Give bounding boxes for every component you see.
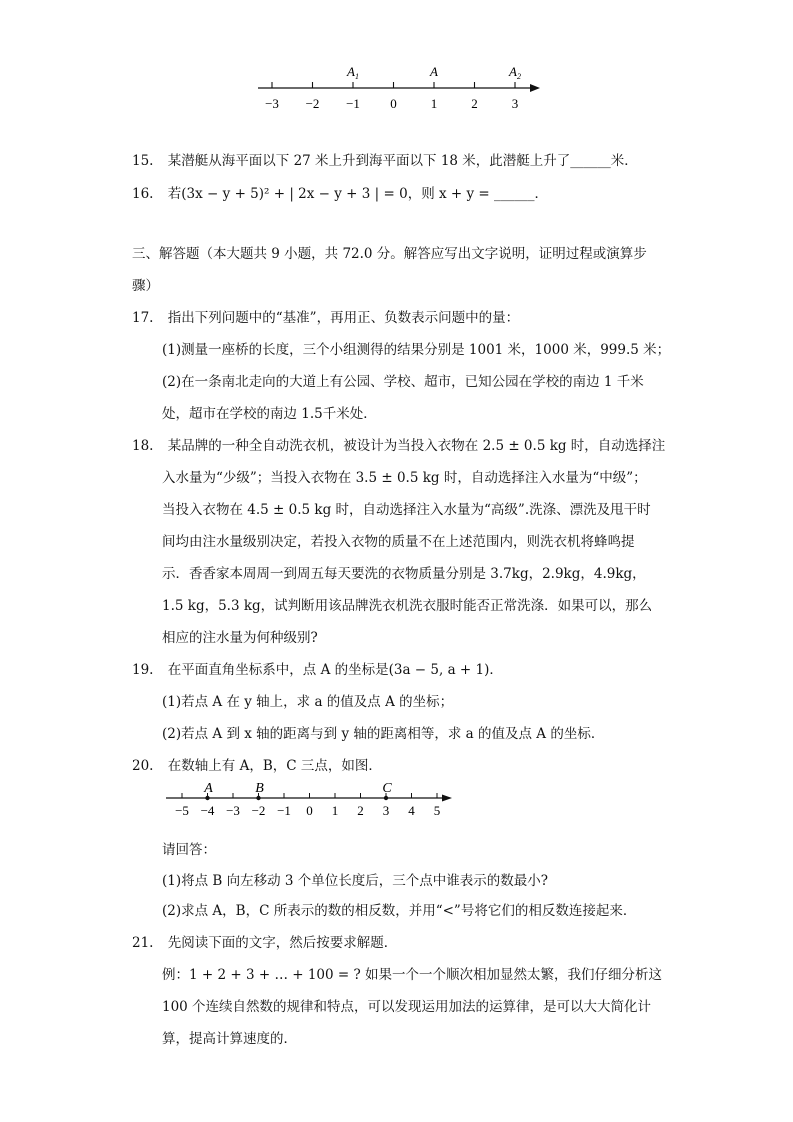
tick-label: 3 [511,96,519,111]
question-15 [132,152,638,170]
question-20 [132,757,382,775]
q18-line-7: 相应的注水量为何种级别? [162,630,318,646]
question-17 [132,309,519,327]
q17-part-1: (1)测量一座桥的长度，三个小组测得的结果分别是 1001 米，1000 米，999.5 米； [162,342,671,358]
q19-part-2: (2)若点 A 到 x 轴的距离与到 y 轴的距离相等，求 a 的值及点 A 的坐标． [162,726,605,742]
question-stem: 在平面直角坐标系中，点 A 的坐标是(3a − 5, a + 1)． [167,662,503,678]
q19-part-1: (1)若点 A 在 y 轴上，求 a 的值及点 A 的坐标； [162,694,454,710]
tick-label: 1 [331,803,339,818]
number-line-2 [162,776,462,826]
question-text: 若(3x − y + 5)² + | 2x − y + 3 | = 0，则 x + y = ______． [167,186,549,202]
q18-line-2: 入水量为“少级”；当投入衣物在 3.5 ± 0.5 kg 时，自动选择注入水量为“中级”； [162,470,647,486]
q20-part-1: (1)将点 B 向左移动 3 个单位长度后，三个点中谁表示的数最小? [162,873,549,889]
tick-label: 0 [306,803,313,818]
tick-label: −3 [265,96,279,111]
q18-line-6: 1.5 kg，5.3 kg，试判断用该品牌洗衣机洗衣服时能否正常洗涤．如果可以，那么 [162,598,653,614]
question-stem: 先阅读下面的文字，然后按要求解题． [167,935,398,951]
q20-part-2: (2)求点 A，B，C 所表示的数的相反数，并用“<”号将它们的相反数连接起来． [162,903,637,919]
question-number: 18. [132,438,154,454]
tick-label: −5 [175,803,189,818]
question-text: 某潜艇从海平面以下 27 米上升到海平面以下 18 米，此潜艇上升了______米． [167,153,638,169]
question-number: 17. [132,310,154,326]
q18-line-4: 间均由注水量级别决定，若投入衣物的质量不在上述范围内，则洗衣机将蜂鸣提 [162,534,635,550]
point-label: B [255,781,264,796]
point-label: A [204,781,213,796]
tick-label: 2 [357,803,364,818]
q18-line-5: 示．香香家本周周一到周五每天要洗的衣物质量分别是 3.7kg，2.9kg，4.9kg， [162,566,646,582]
tick-label: −1 [346,96,360,111]
question-number: 19. [132,662,154,678]
tick-label: −1 [277,803,291,818]
tick-label: −3 [226,803,240,818]
q20-ask: 请回答： [162,842,216,858]
tick-label: 5 [433,803,441,818]
point-subscript: 2 [516,72,521,81]
q21-line-3: 算，提高计算速度的． [162,1031,297,1047]
question-number: 16. [132,186,154,202]
number-line-1 [250,58,550,116]
question-number: 21. [132,935,154,951]
question-stem: 在数轴上有 A，B，C 三点，如图． [167,758,382,774]
point-label: $A_2$ [509,64,521,81]
section-heading-cont: 骤） [132,278,159,294]
tick-label: −2 [305,96,320,111]
q21-line-2: 100 个连续自然数的规律和特点，可以发现运用加法的运算律，是可以大大简化计 [162,999,652,1015]
tick-label: 0 [390,96,397,111]
point-marker [384,796,388,800]
tick-label: −4 [200,803,215,818]
point-marker [256,796,260,800]
q21-line-1: 例：1 + 2 + 3 + … + 100 = ? 如果一个一个顺次相加显然太繁，我们仔细分析这 [162,967,663,983]
section-heading: 三、解答题（本大题共 9 小题，共 72.0 分。解答应写出文字说明，证明过程或演算步 [132,246,647,262]
point-marker [205,796,209,800]
question-stem: 指出下列问题中的“基准”，再用正、负数表示问题中的量： [167,310,520,326]
tick-label: 4 [408,803,415,818]
question-18 [132,437,665,455]
q17-part-2-cont: 处，超市在学校的南边 1.5千米处． [162,406,377,422]
tick-label: −2 [251,803,266,818]
q18-line-3: 当投入衣物在 4.5 ± 0.5 kg 时，自动选择注入水量为“高级”.洗涤、漂洗及甩干时 [162,502,651,518]
point-label: C [382,781,392,796]
question-number: 20. [132,758,154,774]
point-label: A [430,64,438,79]
question-19 [132,661,503,679]
tick-label: 2 [471,96,478,111]
tick-label: 1 [430,96,438,111]
point-label: $A_1$ [347,64,359,81]
question-number: 15. [132,153,154,169]
question-21 [132,934,397,952]
q17-part-2: (2)在一条南北走向的大道上有公园、学校、超市，已知公园在学校的南边 1 千米 [162,374,644,390]
point-subscript: 1 [354,72,359,81]
question-line: 某品牌的一种全自动洗衣机，被设计为当投入衣物在 2.5 ± 0.5 kg 时，自动选择注 [167,438,666,454]
question-16 [132,185,548,203]
tick-label: 3 [382,803,390,818]
